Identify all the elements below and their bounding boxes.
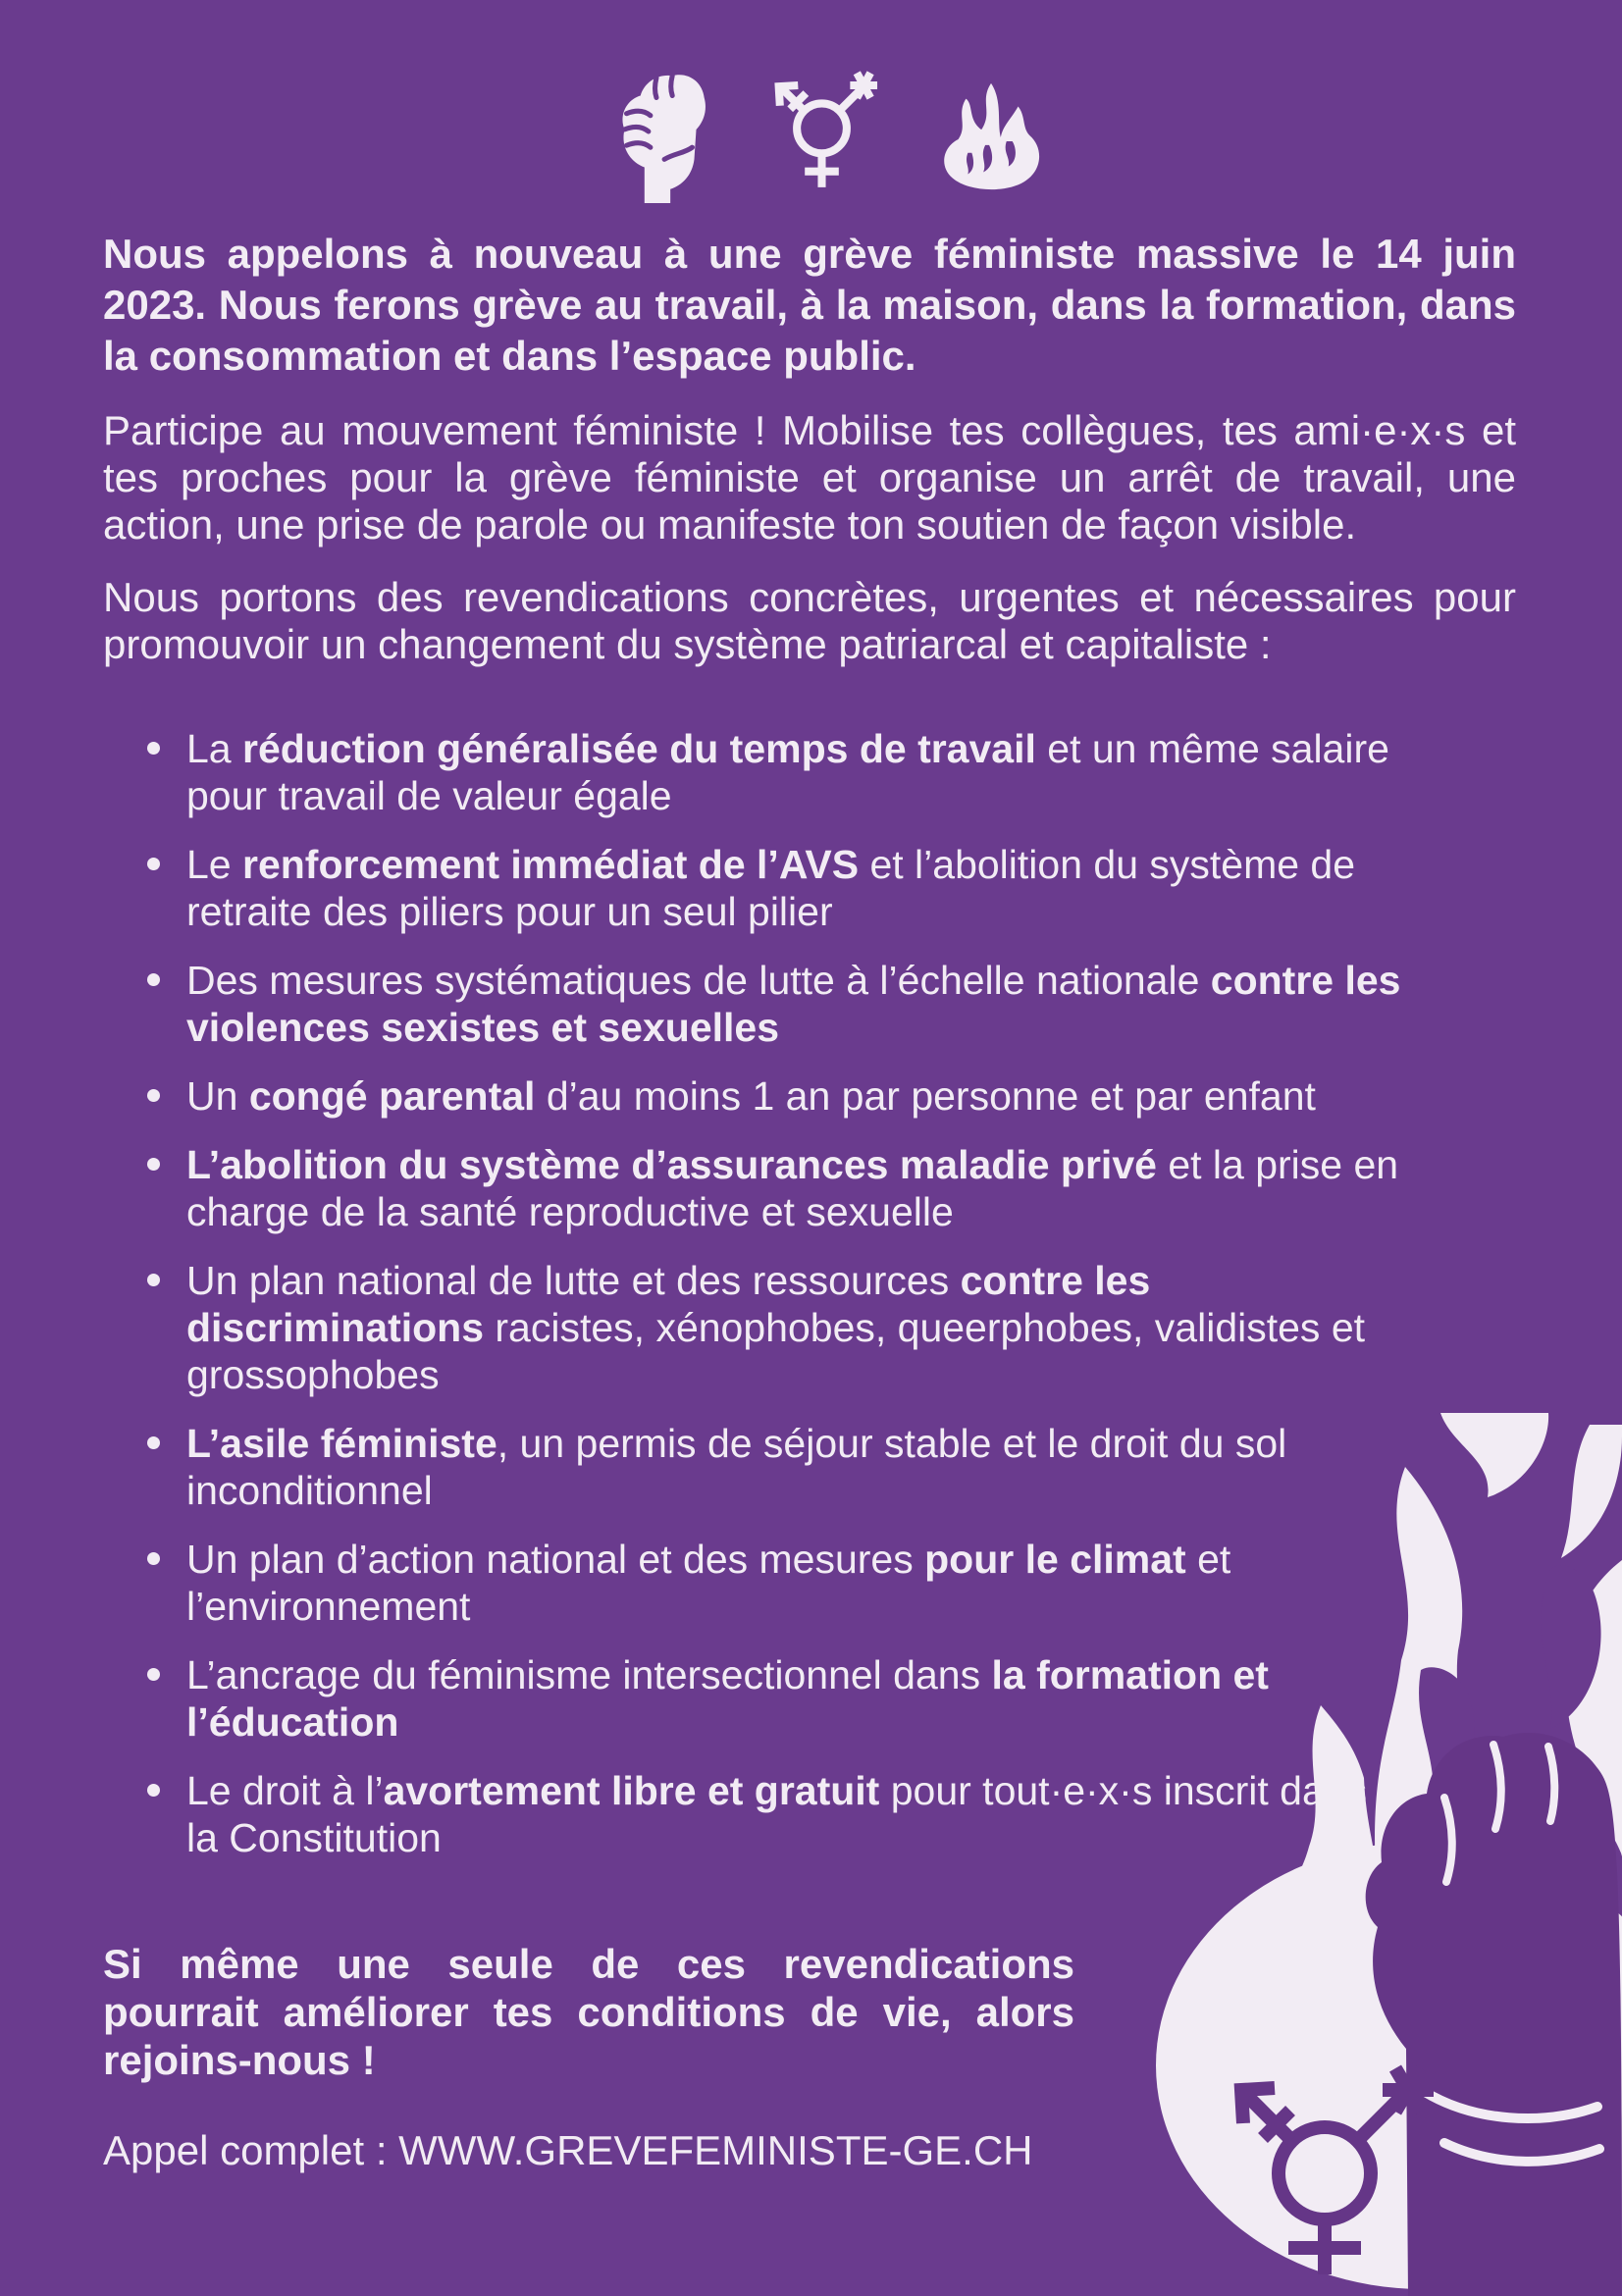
demand-item: Des mesures systématiques de lutte à l’échelle nationale contre les violences sexistes et sexuelles [147, 957, 1403, 1051]
demand-item: Un plan d’action national et des mesures pour le climat et l’environnement [147, 1536, 1403, 1630]
demands-intro-paragraph: Nous portons des revendications concrètes, urgentes et nécessaires pour promouvoir un changement du système patriarcal et capitaliste : [103, 574, 1516, 667]
transgender-symbol-icon [759, 56, 884, 203]
strike-call-paragraph: Nous appelons à nouveau à une grève féministe massive le 14 juin 2023. Nous ferons grève au travail, à la maison, dans la formation, dans la consommation et dans l’espace public. [103, 231, 1516, 379]
demand-item: Le droit à l’avortement libre et gratuit pour tout·e·x·s inscrit dans la Constitution [147, 1767, 1403, 1861]
flame-icon [929, 78, 1055, 203]
header-icons [123, 54, 1536, 203]
website-line: Appel complet : WWW.GREVEFEMINISTE-GE.CH [103, 2127, 1033, 2173]
demand-item: Le renforcement immédiat de l’AVS et l’abolition du système de retraite des piliers pour un seul pilier [147, 841, 1403, 935]
demand-item: La réduction généralisée du temps de travail et un même salaire pour travail de valeur égale [147, 725, 1403, 819]
demand-item: L’abolition du système d’assurances maladie privé et la prise en charge de la santé reproductive et sexuelle [147, 1141, 1403, 1235]
demand-item: Un plan national de lutte et des ressources contre les discriminations racistes, xénophobes, queerphobes, validistes et grossophobes [147, 1257, 1403, 1398]
demand-item: L’ancrage du féminisme intersectionnel dans la formation et l’éducation [147, 1651, 1403, 1746]
demand-item: Un congé parental d’au moins 1 an par personne et par enfant [147, 1072, 1403, 1120]
participate-paragraph: Participe au mouvement féministe ! Mobilise tes collègues, tes ami·e·x·s et tes proches pour la grève féministe et organise un arrêt de travail, une action, une prise de parole ou manifeste ton soutien de façon visible. [103, 407, 1516, 548]
demand-item: L’asile féministe, un permis de séjour stable et le droit du sol inconditionnel [147, 1420, 1403, 1514]
raised-fist-icon [604, 64, 714, 203]
closing-paragraph: Si même une seule de ces revendications pourrait améliorer tes conditions de vie, alors rejoins-nous ! [103, 1941, 1074, 2083]
demands-list [103, 725, 1516, 1861]
